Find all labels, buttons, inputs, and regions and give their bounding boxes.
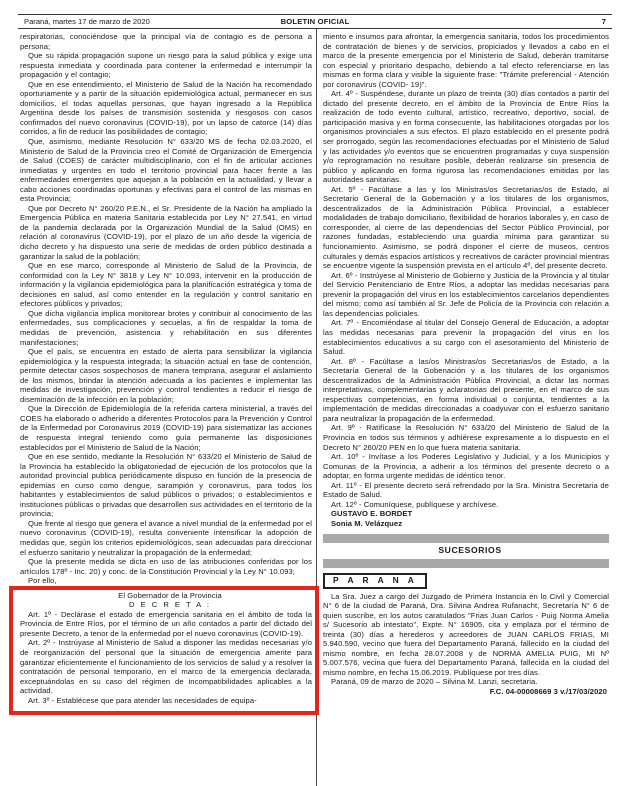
- article-paragraph: Art. 10º - Invítase a los Poderes Legislativo y Judicial, y a los Municipios y Comunas de la Provincia, a adherir a los términos del presente decreto o a adoptar, en forma urgente medidas de idéntico tenor.: [323, 452, 609, 481]
- left-column: [20, 32, 312, 715]
- fc-number: F.C. 04-00008669 3 v./17/03/2020: [489, 687, 607, 696]
- decreta-line: D E C R E T A :: [128, 600, 212, 610]
- section-title: SUCESORIOS: [438, 545, 502, 556]
- recital-paragraph: Que en ese marco, corresponde al Ministerio de Salud de la Provincia, de conformidad con la Ley N° 3818 y Ley N° 10.093, intervenir en la producción de información y la vigilancia epidemiológica para la planificación estratégica y toma de decisiones en salud, así como entender en la regulación y control sanitario en efectores públicos y privados;: [20, 261, 312, 309]
- recital-paragraph: Que por Decreto N° 260/20 P.E.N., el Sr. Presidente de la Nación ha ampliado la Emergencia Pública en materia Sanitaria establecida por Ley N° 27.541, en virtud de la pandemia declarada por la Organización Mundial de la Salud (OMS) en relación al coronavirus (COVID-19), por el plazo de un año desde la vigencia de dicho decreto y ha dispuesto una serie de medidas de orden público destinada a garantizar la salud de la población;: [20, 203, 312, 261]
- por-ello-line: Por ello,: [28, 576, 57, 586]
- article-paragraph: Art. 7º - Encomiéndase al titular del Consejo General de Educación, a adoptar las medidas necesarias para prevenir la propagación del virus en los establecimientos educativos a su cargo con el asesoramiento del Ministerio de Salud.: [323, 318, 609, 357]
- article-continuation-paragraph: miento e insumos para afrontar, la emergencia sanitaria, todos los procedimientos de contratación de bienes y de servicios, propiciados y llevados a cabo en el marco de la presente emergencia por el Ministerio de Salud, deberán tramitarse con especial y prioritario despacho, debiendo a tal efecto referenciarse en las mismas en forma clara y visible la siguiente frase: "Trámite preferencial - Atención por coronavirus (COVID- 19)".: [323, 32, 609, 89]
- article-paragraph: Art. 3º - Establécese que para atender las necesidades de equipa-: [28, 695, 257, 705]
- recital-paragraph: Que la Dirección de Epidemiología de la referida cartera ministerial, a través del COES ha elaborado o adherido a diferentes Protocolos para la Prevención y Control de la Enfermedad por Coronavirus 2019 (COVID-19) para sistematizar las acciones de respuesta integral teniendo como guía permanente las disposiciones establecidos por el Ministerio de Salud de la Nación;: [20, 404, 312, 452]
- article-paragraph: Art. 6º - Instrúyese al Ministerio de Gobierno y Justicia de la Provincia y al titular del Servicio Penitenciario de Entre Ríos, a adoptar las medidas necesarias para prevenir la propagación del virus en los establecimientos carcelarios dependientes del mismo; como así también al Sr. Jefe de Policía de la Provincia con relación a las dependencias policiales.: [323, 270, 609, 318]
- article-paragraph: Art. 1º - Declárase el estado de emergencia sanitaria en el ámbito de toda la Provincia de Entre Ríos, por el término de un año contados a partir del dictado del presente Decreto, a tenor de la enfermedad por el nuevo coronavirus (COVID-19).: [20, 609, 312, 638]
- article-paragraph: Art. 11º - El presente decreto será refrendado por la Sra. Ministra Secretaria de Estado de Salud.: [323, 480, 609, 500]
- recital-paragraph: Que dicha vigilancia implica monitorear brotes y contribuir al conocimiento de las enfermedades, sus complicaciones y secuelas, a fin de respaldar la toma de medidas de prevención, asistencia y rehabilitación en sus diferentes manifestaciones;: [20, 308, 312, 347]
- minister-signature: Sonia M. Velázquez: [331, 518, 403, 528]
- recital-paragraph: Que la presente medida se dicta en uso de las atribuciones conferidas por los artículos 178º - Inc. 20) y conc. de la Constitución Provincial y la Ley N° 10.093;: [20, 557, 312, 576]
- header-date: Paraná, martes 17 de marzo de 2020: [24, 17, 150, 26]
- recital-paragraph: Que su rápida propagación supone un riesgo para la salud pública y exige una respuesta inmediata y coordinada para contener la enfermedad e interrumpir la propagación y el contagio;: [20, 51, 312, 80]
- publication-title: BOLETIN OFICIAL: [280, 17, 350, 26]
- page-header: [18, 14, 612, 29]
- recital-paragraph: Que frente al riesgo que genera el avance a nivel mundial de la enfermedad por el nuevo coronavirus (COVID-19), resulta conveniente intensificar la adopción de medidas que, según los criterios epidemiológicos, sean adecuadas para direccionar el esfuerzo sanitario y neutralizar la propagación de la enfermedad;: [20, 518, 312, 557]
- recital-paragraph: Que, asimismo, mediante Resolución N° 633/20 MS de fecha 02.03.2020, el Ministerio de Salud de la Provincia creo el Comité de Organización de Emergencia de Salud (COES) de carácter multidisciplinario, con el fin de articular acciones inmediatas y urgentes en todo el territorio provincial para hacer frente a las enfermedades emergentes que aquejan a la población en la actualidad, y llevar a cabo acciones coordinadas oportunas y efectivas para el control de las mismas en esta Provincia;: [20, 137, 312, 204]
- article-paragraph: Art. 5º - Facúltase a las y los Ministras/os Secretarias/os de Estado, al Secretario General de la Gobernación y a los titulares de los organismos, descentralizados de la Administración Pública Provincial, a establecer modalidades de trabajo domiciliario, flexibilidad de horarios laborales y, en caso de corresponder, al cierre de las dependencias del Sector Público Provincial, por razones fundadas, estableciendo una guardia mínima para garantizar su funcionamiento. Asimismo, se podrá disponer el cierre de museos, centros culturales y demás espacios artísticos y recreativos de carácter provincial mientras se encuentre vigente la suspensión prevista en el artículo 4º, del presente decreto.: [323, 184, 609, 271]
- red-highlight-box: [9, 586, 319, 716]
- decree-heading: El Gobernador de la Provincia: [118, 590, 222, 600]
- article-paragraph: Art. 12º - Comuníquese, publíquese y archívese.: [331, 499, 499, 509]
- article-paragraph: Art. 8º - Facúltase a las/os Ministras/os Secretarias/os de Estado, a la Secretaría General de la Gobenación y a los titulares de los organismos descentralizados de la Administración Pública Provincial, a dictar las normas interpretativas, complementarias y aclaratorias del presente, en el marco de sus respectivas competencias, en forma individual o conjunta, tendientes a la implementación de medidas direccionadas a coadyuvar con el esfuerzo sanitario para neutralizar la propagación de la enfermedad.: [323, 356, 609, 423]
- section-bar-bottom: [323, 559, 609, 568]
- article-paragraph: Art. 2º - Instrúyase al Ministerio de Salud a disponer las medidas necesarias y/o de reorganización del personal que la situación de emergencia amerite para garantizar eficientemente el funcionamiento de los servicios de salud y a resolver la contratación de personal temporario, en el marco de la emergencia declarada, exceptuándolas en su caso del régimen de incompatibilidades aplicables a la actividad.: [20, 638, 312, 696]
- article-paragraph: Art. 9º - Ratifícase la Resolución N° 633/20 del Ministerio de Salud de la Provincia en todos sus términos y adhiérese expresamente a lo dispuesto en el Decreto N° 260/20 PEN en lo que fuera materia sanitaria.: [323, 423, 609, 452]
- location-label: P A R A N A: [323, 573, 427, 589]
- governor-signature: GUSTAVO E. BORDET: [331, 509, 413, 519]
- page-number: 7: [601, 17, 606, 26]
- section-bar-top: [323, 534, 609, 543]
- succession-notice: La Sra. Juez a cargo del Juzgado de Primera Instancia en lo Civil y Comercial N° 6 de la ciudad de Paraná, Dra. Silvina Andrea Rufanacht, Secretaría N° 6 de quien suscribe, en los autos caratulados "Frias Juan Carlos - Puig Norma Amelia s/ Sucesorio ab intestato", Expte. N° 16905, cita y emplaza por el término de treinta (30) días a herederos y acreedores de JUAN CARLOS FRIAS, MI 5.940.590, vecino que fuera del Departamento Paraná, fallecido en la ciudad del mismo nombre, en fecha 28.07.2008 y de NORMA AMELIA PUIG, MI Nº 5.007.576, vecina que fuera del Departamento Paraná, fallecida en la ciudad del mismo nombre, en fecha 15.06.2019. Publíquese por tres días.: [323, 591, 609, 677]
- right-column: [323, 32, 609, 697]
- article-paragraph: Art. 4º - Suspéndese, durante un plazo de treinta (30) días contados a partir del dictado del presente decreto, en el ámbito de la Provincia de Entre Ríos la realización de todo evento cultural, artístico, recreativo, deportivo, social, de participación masiva y en forma consecuente, las habilitaciones otorgadas por los organismos provinciales a sus efectos. El plazo establecido en el presente podrá ser prorrogado, según las recomendaciones efectuadas por el Ministerio de Salud y las actividades y/o eventos que se encuentren programadas y cuya suspensión y/o reprogramación no resultare posible, deberán realizarse sin presencia de público y aplicando en forma rigurosa las recomendaciones emitidas por las autoridades sanitarias.: [323, 89, 609, 185]
- recital-paragraph: respiratorias, conociéndose que la principal vía de contagio es de persona a persona;: [20, 32, 312, 51]
- recital-paragraph: Que en ese entendimiento, el Ministerio de Salud de la Nación ha recomendado oportunamente y a partir de la situación epidemiológica actual, permanecer en sus domicilios, el todas aquellas personas, que hayan ingresado a la República Argentina desde los países de transmisión sostenida y riesgosos con casos confirmados del nuevo coronavirus (COVID-19), por un lapso de catorce (14) días corridos, a fin de reducir las posibilidades de contagio;: [20, 79, 312, 137]
- notice-dateline: Paraná, 09 de marzo de 2020 – Silvina M. Lanzi, secretaria.: [331, 677, 538, 687]
- recital-paragraph: Que el país, se encuentra en estado de alerta para sensibilizar la vigilancia epidemiológica y la respuesta integrada; la situación actual en fase de contención, permite detectar casos sospechosos de manera temprana, asegurar el aislamiento de los mismos, brindar la atención adecuada a los pacientes e implementar las medidas de investigación, prevención y control tendientes a reducir el riesgo de diseminación de la infección en la población;: [20, 347, 312, 404]
- recital-paragraph: Que en ese sentido, mediante la Resolución N° 633/20 el Ministerio de Salud de la Provincia ha establecido la obligatoriedad de ejecución de los protocolos que la autoridad provincial publica periódicamente dispuso en función de la presencia de epidemias en curso como dengue, sarampión y coronavirus, para todos los habitantes y establecimientos de salud públicos o privados; o establecimientos e instituciones públicas o privadas que desarrollen sus actividades en el territorio de la provincia;: [20, 452, 312, 519]
